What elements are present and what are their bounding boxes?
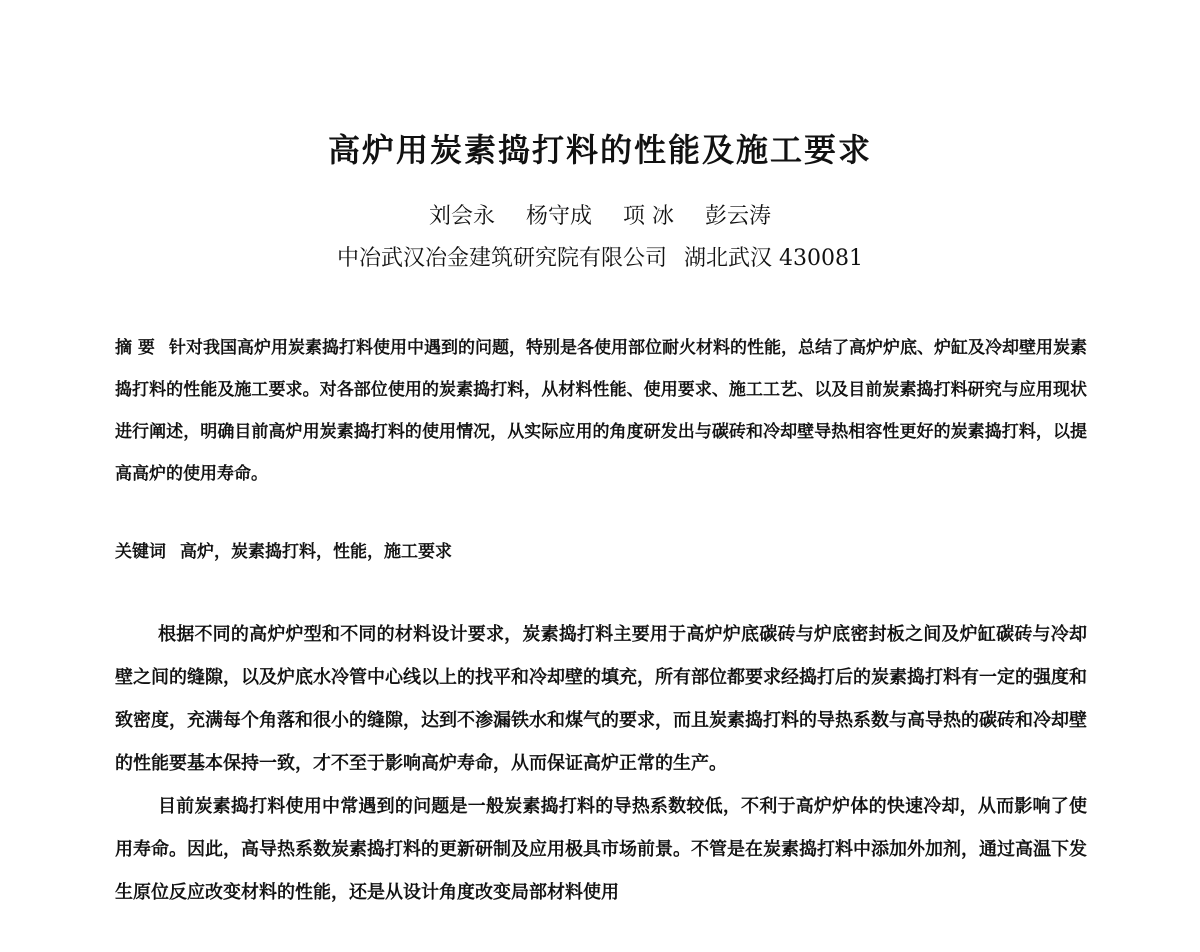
body-paragraph: 目前炭素捣打料使用中常遇到的问题是一般炭素捣打料的导热系数较低，不利于高炉炉体的快速冷却，从而影响了使用寿命。因此，高导热系数炭素捣打料的更新研制及应用极具市场前景。不管是在炭素捣打料中添加外加剂，通过高温下发生原位反应改变材料的性能，还是从设计角度改变局部材料使用 bbox=[115, 796, 1087, 903]
affiliation-org: 中冶武汉冶金建筑研究院有限公司 bbox=[337, 246, 668, 271]
author-list bbox=[0, 200, 1200, 234]
author-name: 刘会永 bbox=[428, 204, 495, 229]
body-paragraph: 根据不同的高炉炉型和不同的材料设计要求，炭素捣打料主要用于高炉炉底碳砖与炉底密封板之间及炉缸碳砖与冷却壁之间的缝隙，以及炉底水冷管中心线以上的找平和冷却壁的填充，所有部位都要求经捣打后的炭素捣打料有一定的强度和致密度，充满每个角落和很小的缝隙，达到不渗漏铁水和煤气的要求，而且炭素捣打料的导热系数与高导热的碳砖和冷却壁的性能要基本保持一致，才不至于影响高炉寿命，从而保证高炉正常的生产。 bbox=[115, 624, 1087, 774]
paper-title: 高炉用炭素捣打料的性能及施工要求 bbox=[327, 131, 872, 169]
author-name: 杨守成 bbox=[525, 204, 592, 229]
body-text bbox=[115, 613, 1087, 914]
abstract bbox=[115, 327, 1087, 495]
author-name: 彭云涛 bbox=[705, 204, 772, 229]
abstract-label: 摘 要 bbox=[115, 338, 155, 358]
keywords-text: 高炉，炭素捣打料，性能，施工要求 bbox=[180, 542, 452, 562]
affiliation-location: 湖北武汉 430081 bbox=[684, 246, 863, 271]
abstract-text: 针对我国高炉用炭素捣打料使用中遇到的问题，特别是各使用部位耐火材料的性能，总结了高炉炉底、炉缸及冷却壁用炭素捣打料的性能及施工要求。对各部位使用的炭素捣打料，从材料性能、使用要求、施工工艺、以及目前炭素捣打料研究与应用现状进行阐述，明确目前高炉用炭素捣打料的使用情况，从实际应用的角度研发出与碳砖和冷却壁导热相容性更好的炭素捣打料，以提高高炉的使用寿命。 bbox=[115, 338, 1088, 484]
author-name: 项 冰 bbox=[623, 204, 674, 229]
affiliation bbox=[0, 242, 1200, 276]
keywords-label: 关键词 bbox=[115, 542, 166, 562]
keywords bbox=[115, 535, 1087, 569]
